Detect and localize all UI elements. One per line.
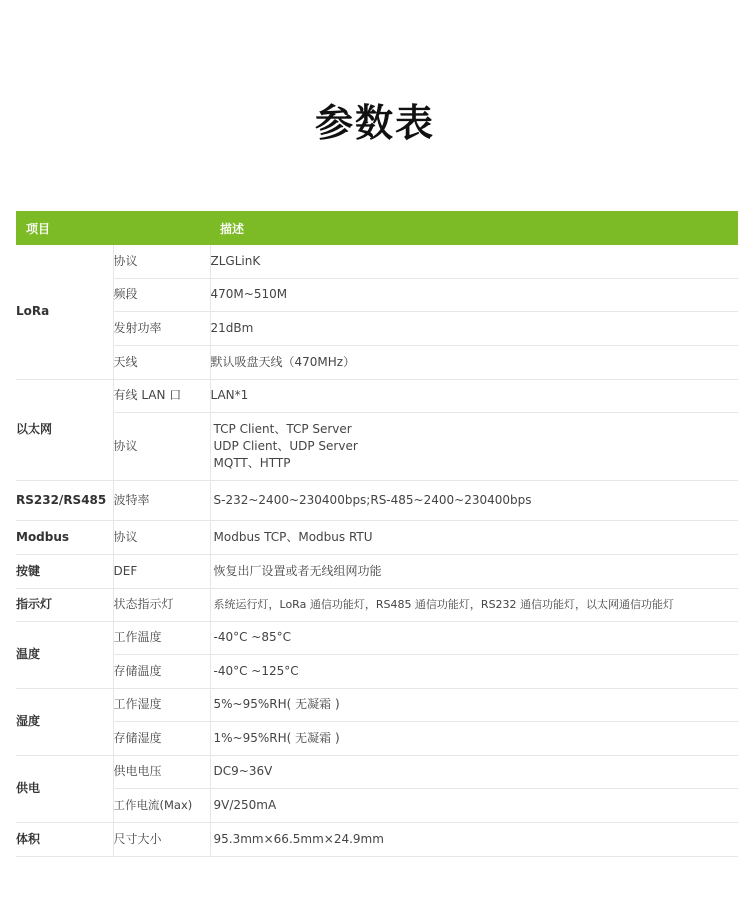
row-item: 有线 LAN 口	[113, 379, 210, 412]
table-row	[16, 554, 738, 588]
table-row	[16, 379, 738, 412]
category-lora: LoRa	[16, 245, 113, 379]
row-desc: S-232~2400~230400bps;RS-485~2400~230400bps	[210, 480, 738, 520]
row-desc: 5%~95%RH( 无凝霜 )	[210, 688, 738, 721]
table-row	[16, 245, 738, 278]
row-desc: Modbus TCP、Modbus RTU	[210, 520, 738, 554]
row-item: 供电电压	[113, 755, 210, 788]
row-desc: ZLGLinK	[210, 245, 738, 278]
row-item: 频段	[113, 278, 210, 311]
category-humidity: 湿度	[16, 688, 113, 755]
table-row	[16, 621, 738, 654]
row-item: 存储温度	[113, 654, 210, 688]
spec-table	[16, 211, 738, 857]
row-item: 发射功率	[113, 311, 210, 345]
category-size: 体积	[16, 822, 113, 856]
row-desc: 470M~510M	[210, 278, 738, 311]
desc-line: TCP Client、TCP Server	[213, 421, 352, 436]
row-desc: 1%~95%RH( 无凝霜 )	[210, 721, 738, 755]
table-header-row	[16, 211, 738, 245]
row-desc: 恢复出厂设置或者无线组网功能	[210, 554, 738, 588]
row-desc: 9V/250mA	[210, 788, 738, 822]
row-item: 工作湿度	[113, 688, 210, 721]
row-item: 工作电流(Max)	[113, 788, 210, 822]
category-ethernet: 以太网	[16, 379, 113, 480]
category-button: 按键	[16, 554, 113, 588]
table-row	[16, 788, 738, 822]
row-desc: LAN*1	[210, 379, 738, 412]
row-desc: 默认吸盘天线（470MHz）	[210, 345, 738, 379]
table-row	[16, 588, 738, 621]
table-row	[16, 278, 738, 311]
row-desc	[210, 412, 738, 480]
table-row	[16, 311, 738, 345]
row-desc: 21dBm	[210, 311, 738, 345]
row-desc: -40°C ~85°C	[210, 621, 738, 654]
header-item: 项目	[16, 211, 210, 245]
row-item: 协议	[113, 245, 210, 278]
row-item: 波特率	[113, 480, 210, 520]
row-item: 天线	[113, 345, 210, 379]
category-indicator: 指示灯	[16, 588, 113, 621]
table-row	[16, 822, 738, 856]
header-desc: 描述	[210, 211, 738, 245]
category-modbus: Modbus	[16, 520, 113, 554]
table-row	[16, 520, 738, 554]
row-item: 协议	[113, 412, 210, 480]
desc-line: UDP Client、UDP Server	[213, 438, 358, 453]
category-temperature: 温度	[16, 621, 113, 688]
table-row	[16, 755, 738, 788]
row-item: 协议	[113, 520, 210, 554]
row-item: DEF	[113, 554, 210, 588]
table-row	[16, 480, 738, 520]
row-desc: 95.3mm×66.5mm×24.9mm	[210, 822, 738, 856]
row-desc: DC9~36V	[210, 755, 738, 788]
table-row	[16, 412, 738, 480]
category-power: 供电	[16, 755, 113, 822]
row-desc: -40°C ~125°C	[210, 654, 738, 688]
table-row	[16, 654, 738, 688]
row-item: 存储湿度	[113, 721, 210, 755]
desc-line: MQTT、HTTP	[213, 455, 291, 470]
table-row	[16, 345, 738, 379]
table-row	[16, 688, 738, 721]
row-desc: 系统运行灯，LoRa 通信功能灯，RS485 通信功能灯，RS232 通信功能灯，以太网通信功能灯	[210, 588, 738, 621]
category-serial: RS232/RS485	[16, 480, 113, 520]
row-item: 状态指示灯	[113, 588, 210, 621]
page-title: 参数表	[314, 101, 435, 145]
table-row	[16, 721, 738, 755]
row-item: 尺寸大小	[113, 822, 210, 856]
row-item: 工作温度	[113, 621, 210, 654]
